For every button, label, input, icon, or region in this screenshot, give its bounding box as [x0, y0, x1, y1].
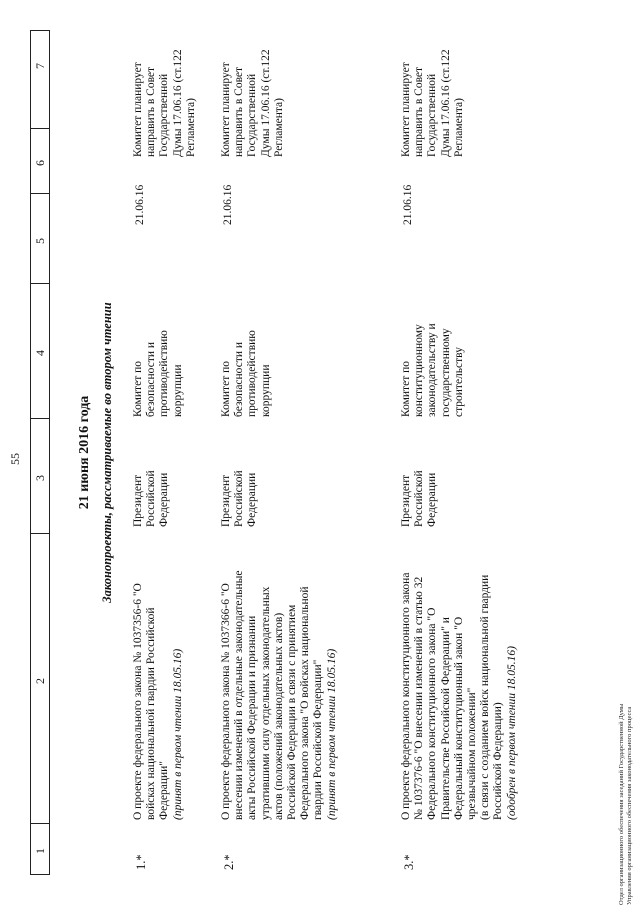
column-header-4: 4: [33, 350, 47, 356]
column-divider: [31, 193, 49, 194]
column-header-5: 5: [33, 238, 47, 244]
initiator: Президент Российской Федерации: [400, 470, 439, 527]
column-header-row: [30, 30, 50, 875]
column-divider: [31, 283, 49, 284]
footer-line-2: Управления организационного обеспечения законодательного процесса: [626, 706, 633, 905]
committee: Комитет по безопасности и противодействию коррупции: [132, 330, 184, 417]
reading-note: (принят в первом чтении 18.05.16): [325, 648, 338, 820]
committee-plan: Комитет планирует направить в Совет Государственной Думы 17.06.16 (ст.122 Регламента): [400, 49, 465, 157]
column-header-6: 6: [33, 160, 47, 166]
column-header-3: 3: [33, 475, 47, 481]
page-number: 55: [8, 453, 22, 465]
bill-title: О проекте федерального закона № 1037356-6 "О войсках национальной гвардии Российской Федерации": [132, 583, 171, 820]
consideration-date: 21.06.16: [402, 184, 414, 225]
bill-title-cell: [132, 570, 185, 820]
bill-title-cell: [220, 570, 339, 820]
row-number: 3.*: [402, 854, 416, 870]
committee: Комитет по безопасности и противодействию коррупции: [220, 330, 272, 417]
column-header-7: 7: [33, 63, 47, 69]
consideration-date: 21.06.16: [134, 184, 146, 225]
committee-plan: Комитет планирует направить в Совет Государственной Думы 17.06.16 (ст.122 Регламента): [220, 49, 285, 157]
initiator: Президент Российской Федерации: [132, 470, 171, 527]
column-divider: [31, 533, 49, 534]
column-divider: [31, 128, 49, 129]
committee: Комитет по конституционному законодательству и государственному строительству: [400, 323, 465, 417]
column-header-2: 2: [33, 678, 47, 684]
bill-title: О проекте федерального закона № 1037366-6 "О внесении изменений в отдельные законодательные акты Российской Федерации и признании утратившими силу отдельных законодательных актов (положений законодательных актов) Российской Федерации в связи с принятием Федерального закона "О войсках национальной гвардии Российской Федерации": [220, 570, 325, 820]
bill-title-cell: [400, 570, 519, 820]
column-header-1: 1: [33, 848, 47, 854]
column-divider: [31, 823, 49, 824]
bill-subtitle: (в связи с созданием войск национальной гвардии Российской Федерации): [479, 574, 505, 820]
reading-note: (принят в первом чтении 18.05.16): [171, 648, 184, 820]
bill-title: О проекте федерального конституционного закона № 1037376-6 "О внесении изменений в статью 32 Федерального конституционного закона "О Правительстве Российской Федерации" и Федеральный конституционный закон "О чрезвычайном положении": [400, 572, 479, 820]
section-title: Законопроекты, рассматриваемые во втором чтении: [100, 302, 114, 603]
consideration-date: 21.06.16: [222, 184, 234, 225]
column-divider: [31, 418, 49, 419]
date-title: 21 июня 2016 года: [77, 395, 92, 510]
footer-line-1: Отдел организационного обеспечения заседаний Государственной Думы: [618, 703, 625, 905]
footer: [618, 465, 634, 905]
reading-note: (одобрен в первом чтении 18.05.16): [505, 646, 518, 820]
row-number: 1.*: [134, 854, 148, 870]
initiator: Президент Российской Федерации: [220, 470, 259, 527]
row-number: 2.*: [222, 854, 236, 870]
committee-plan: Комитет планирует направить в Совет Государственной Думы 17.06.16 (ст.122 Регламента): [132, 49, 197, 157]
